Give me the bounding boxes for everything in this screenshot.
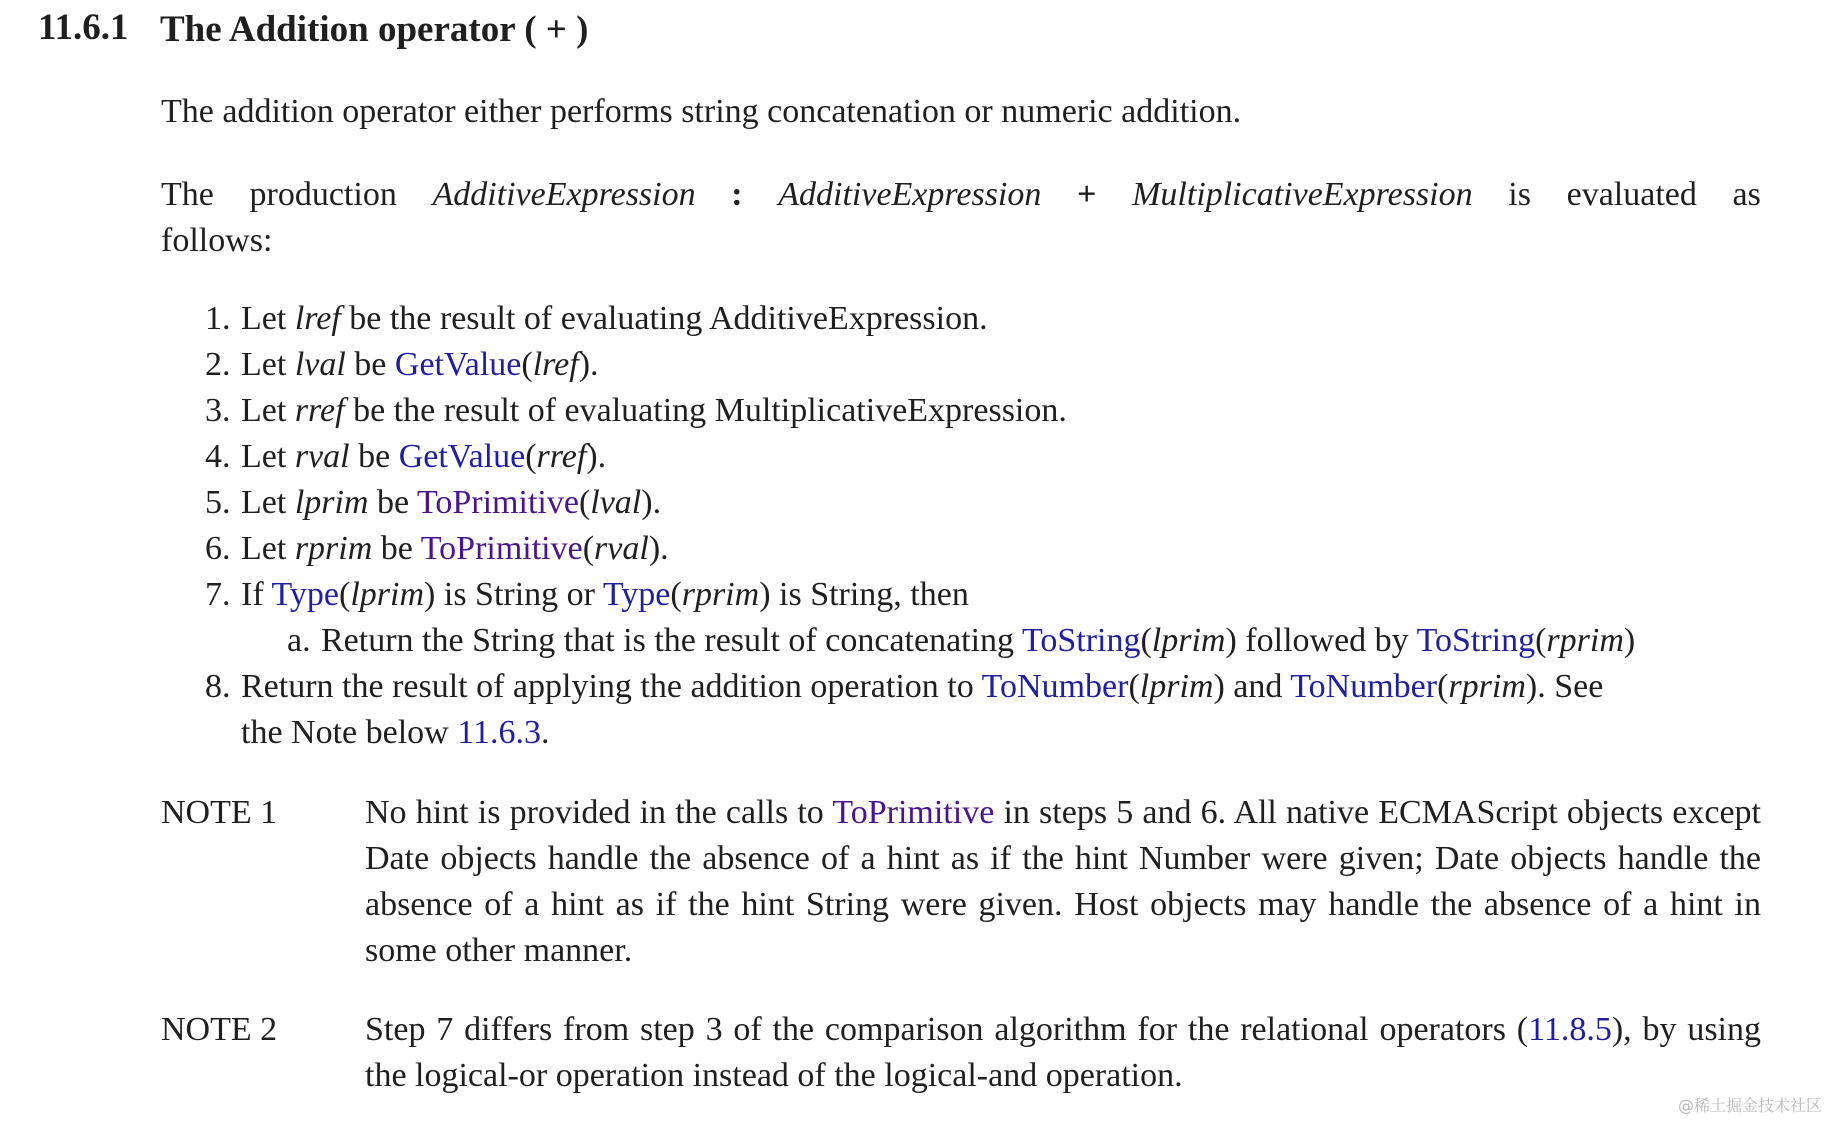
grammar-rhs-2: MultiplicativeExpression xyxy=(1132,176,1473,213)
step-6: 6. Let rprim be ToPrimitive(rval). xyxy=(205,530,669,567)
link-tostring[interactable]: ToString xyxy=(1416,622,1536,659)
link-getvalue[interactable]: GetValue xyxy=(398,438,526,475)
step-1: 1. Let lref be the result of evaluating AdditiveExpression. xyxy=(205,300,988,337)
step-7a: a. Return the String that is the result of concatenating ToString(lprim) followed by ToString(rprim) xyxy=(287,622,1636,659)
watermark: @稀土掘金技术社区 xyxy=(1677,1096,1822,1115)
step-7: 7. If Type(lprim) is String or Type(rprim) is String, then xyxy=(205,576,969,613)
note-2-label: NOTE 2 xyxy=(161,1011,278,1048)
link-tostring[interactable]: ToString xyxy=(1021,622,1141,659)
grammar-rhs-1: AdditiveExpression xyxy=(778,176,1042,213)
link-tonumber[interactable]: ToNumber xyxy=(981,668,1129,705)
note-1-body: No hint is provided in the calls to ToPrimitive in steps 5 and 6. All native ECMAScript objects except Date objects handle the absence of a hint as if the hint Number were given; Date objects handle the absence of a hint as if the hint String were given. Host objects may handle the absence of a hint in some other manner. xyxy=(365,794,1761,969)
step-2: 2. Let lval be GetValue(lref). xyxy=(205,346,599,383)
link-type[interactable]: Type xyxy=(602,576,671,613)
link-tonumber[interactable]: ToNumber xyxy=(1290,668,1438,705)
link-type[interactable]: Type xyxy=(271,576,340,613)
step-5: 5. Let lprim be ToPrimitive(lval). xyxy=(205,484,662,521)
grammar-lhs: AdditiveExpression xyxy=(432,176,696,213)
intro-paragraph: The addition operator either performs string concatenation or numeric addition. xyxy=(161,93,1242,130)
section-number: 11.6.1 xyxy=(38,7,129,48)
link-toprimitive[interactable]: ToPrimitive xyxy=(832,794,995,831)
note-1-label: NOTE 1 xyxy=(161,794,278,831)
step-8: 8. Return the result of applying the addition operation to ToNumber(lprim) and ToNumber(rprim). See xyxy=(205,668,1604,705)
link-toprimitive[interactable]: ToPrimitive xyxy=(420,530,583,567)
link-section-11-6-3[interactable]: 11.6.3 xyxy=(457,714,541,751)
step-4: 4. Let rval be GetValue(rref). xyxy=(205,438,607,475)
algorithm-steps xyxy=(205,296,1765,756)
link-section-11-8-5[interactable]: 11.8.5 xyxy=(1528,1011,1612,1048)
section-title: The Addition operator ( + ) xyxy=(160,9,589,50)
note-2-body: Step 7 differs from step 3 of the comparison algorithm for the relational operators (11.8.5), by using the logical-or operation instead of the logical-and operation. xyxy=(365,1011,1761,1094)
production-paragraph: The production AdditiveExpression : AdditiveExpression + MultiplicativeExpression is evaluated as follows: xyxy=(161,172,1761,264)
step-8-continuation: the Note below 11.6.3. xyxy=(241,714,550,751)
production-line: The production AdditiveExpression : AdditiveExpression + MultiplicativeExpression is evaluated as xyxy=(161,172,1761,218)
step-3: 3. Let rref be the result of evaluating MultiplicativeExpression. xyxy=(205,392,1067,429)
link-getvalue[interactable]: GetValue xyxy=(394,346,522,383)
link-toprimitive[interactable]: ToPrimitive xyxy=(416,484,579,521)
